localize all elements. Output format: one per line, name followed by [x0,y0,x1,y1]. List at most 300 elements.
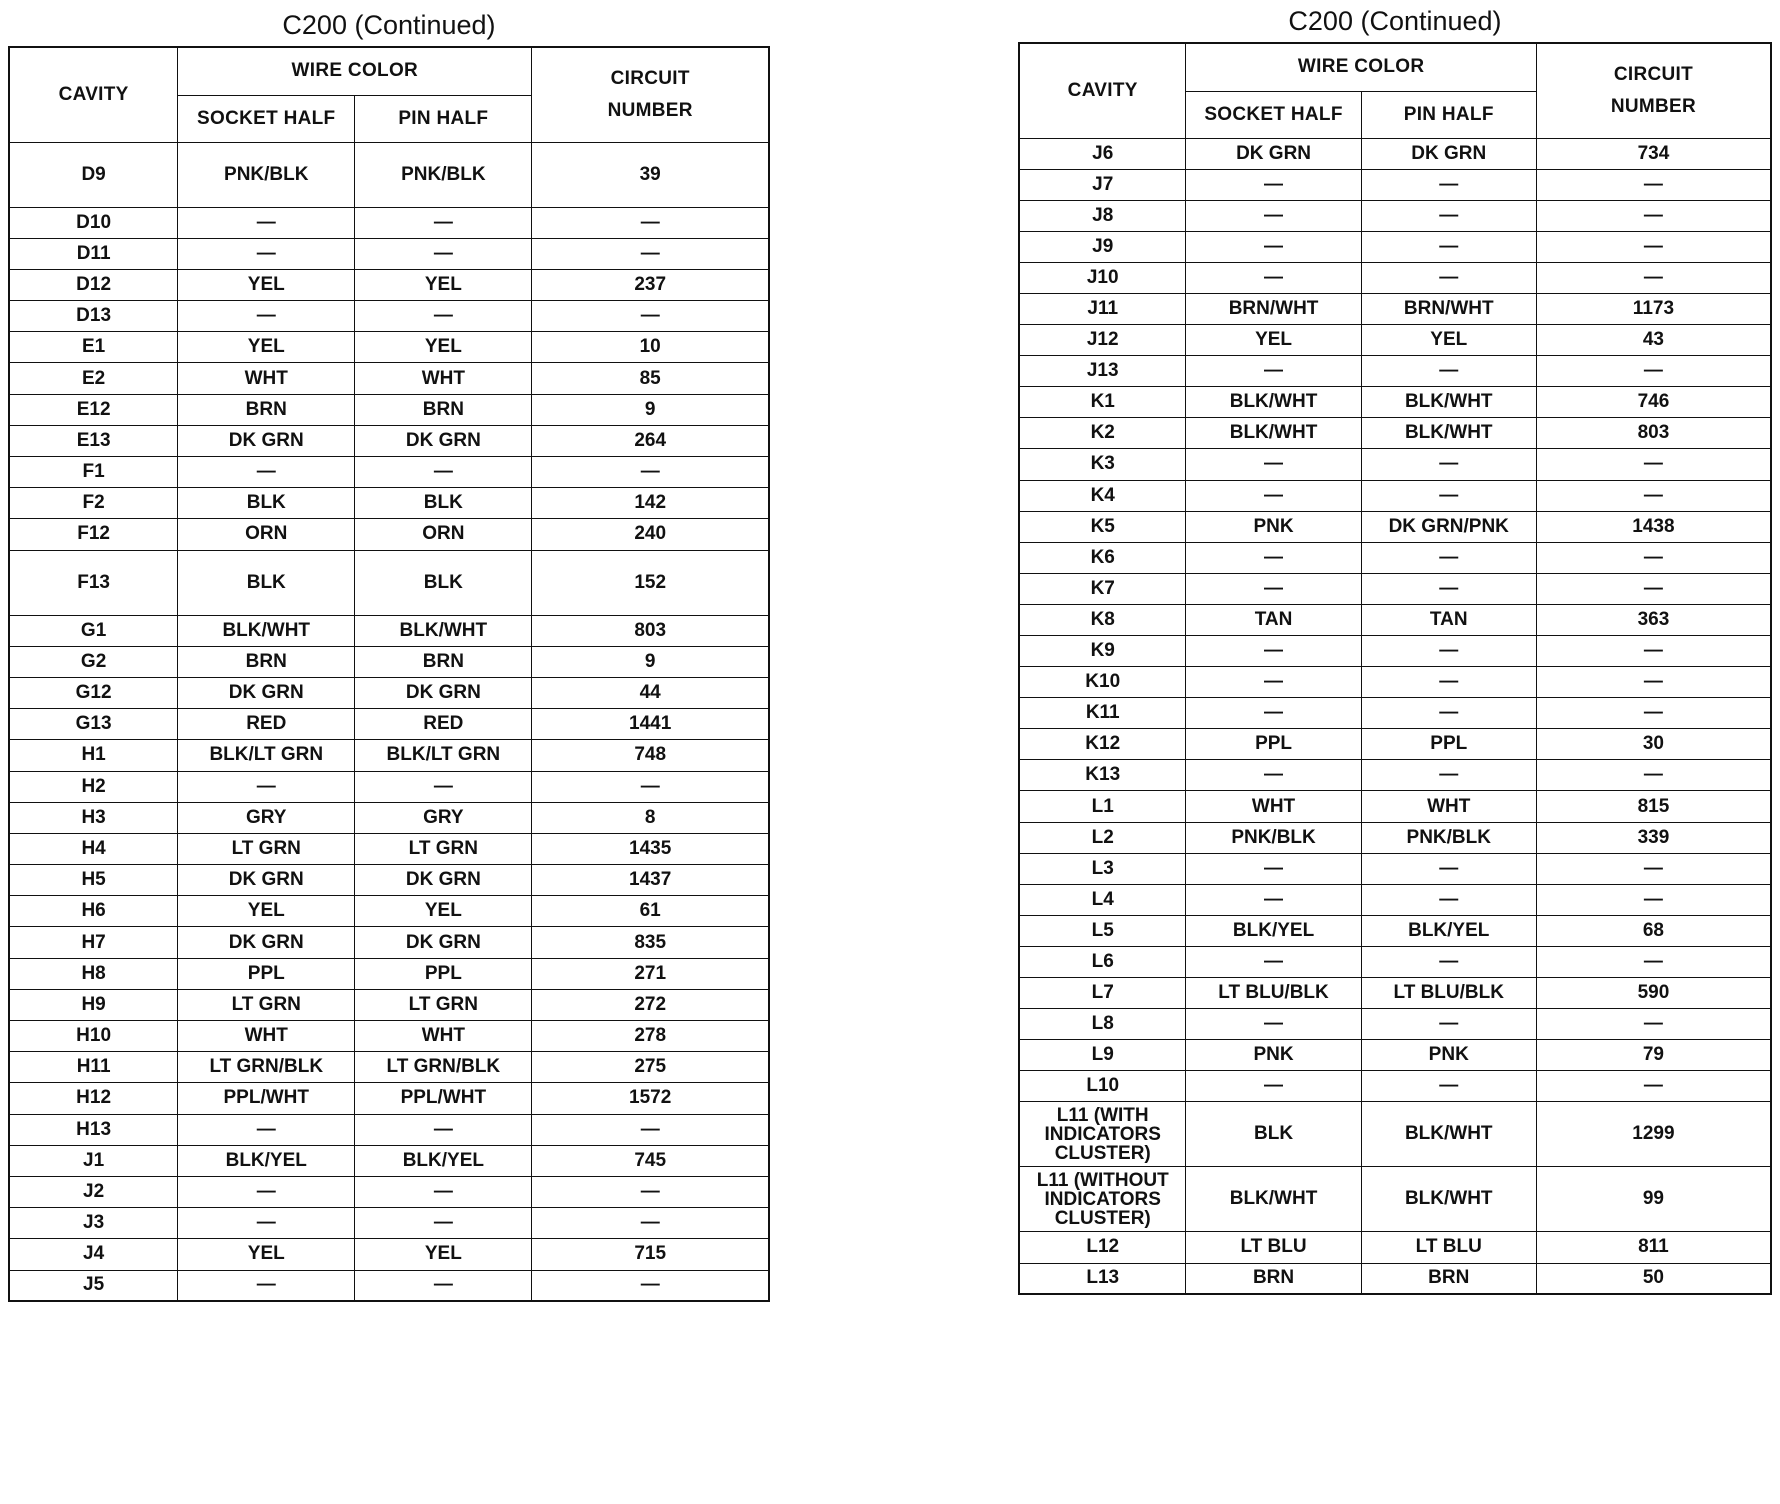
wire-color-header: WIRE COLOR [178,47,532,95]
circuit-number-cell: 272 [532,989,769,1020]
socket-half-cell: BLK [178,550,355,615]
socket-half-cell: — [178,1114,355,1145]
right-wiring-table [1018,42,1772,1295]
right-table-body [1019,138,1771,1294]
pin-half-cell: — [355,1270,532,1301]
table-row [9,709,769,740]
cavity-cell: L2 [1019,822,1186,853]
pin-half-cell: — [1361,1071,1536,1102]
socket-half-cell: — [178,238,355,269]
table-row [1019,667,1771,698]
table-row [9,519,769,550]
table-row [9,394,769,425]
cavity-cell: K5 [1019,511,1186,542]
table-row [9,740,769,771]
pin-half-cell: DK GRN [1361,138,1536,169]
cavity-cell: L8 [1019,1009,1186,1040]
pin-half-cell: DK GRN [355,865,532,896]
pin-half-cell: — [355,207,532,238]
right-connector-panel [1018,4,1772,1295]
socket-half-cell: LT GRN/BLK [178,1052,355,1083]
cavity-cell: H5 [9,865,178,896]
pin-half-cell: — [1361,169,1536,200]
cavity-cell: H1 [9,740,178,771]
cavity-cell: H8 [9,958,178,989]
socket-half-header: SOCKET HALF [1186,91,1361,138]
pin-half-cell: WHT [1361,791,1536,822]
table-row [1019,1263,1771,1294]
circuit-number-cell: — [1536,667,1771,698]
socket-half-cell: — [178,1270,355,1301]
circuit-number-cell: 240 [532,519,769,550]
cavity-cell: H12 [9,1083,178,1114]
socket-half-cell: — [178,771,355,802]
socket-half-cell: DK GRN [1186,138,1361,169]
pin-half-cell: RED [355,709,532,740]
socket-half-cell: — [1186,449,1361,480]
cavity-cell: K4 [1019,480,1186,511]
table-row [1019,946,1771,977]
pin-half-cell: — [355,301,532,332]
table-row [9,1145,769,1176]
circuit-number-header: CIRCUIT NUMBER [532,47,769,142]
circuit-number-cell: — [1536,1071,1771,1102]
table-row [1019,978,1771,1009]
circuit-number-cell: 79 [1536,1040,1771,1071]
table-row [1019,262,1771,293]
socket-half-cell: WHT [1186,791,1361,822]
table-row [1019,604,1771,635]
pin-half-cell: DK GRN/PNK [1361,511,1536,542]
table-row [9,550,769,615]
pin-half-cell: — [1361,573,1536,604]
pin-half-cell: — [355,1114,532,1145]
table-row [1019,449,1771,480]
circuit-number-cell: — [1536,884,1771,915]
cavity-cell: G2 [9,646,178,677]
table-row [9,802,769,833]
table-row [1019,822,1771,853]
pin-half-cell: DK GRN [355,425,532,456]
socket-half-cell: LT GRN [178,989,355,1020]
pin-half-cell: — [1361,667,1536,698]
circuit-number-cell: — [1536,853,1771,884]
pin-half-cell: BLK/WHT [1361,418,1536,449]
table-row [1019,884,1771,915]
cavity-cell: D13 [9,301,178,332]
table-row [9,1083,769,1114]
pin-half-cell: BLK [355,550,532,615]
table-row [1019,200,1771,231]
cavity-cell: H13 [9,1114,178,1145]
pin-half-cell: WHT [355,363,532,394]
socket-half-cell: BRN [178,646,355,677]
pin-half-cell: — [355,1176,532,1207]
cavity-cell: L3 [1019,853,1186,884]
table-row [1019,356,1771,387]
pin-half-cell: BRN [355,394,532,425]
circuit-number-cell: 237 [532,269,769,300]
cavity-cell: D10 [9,207,178,238]
cavity-cell: F2 [9,488,178,519]
cavity-cell: F13 [9,550,178,615]
circuit-number-cell: — [532,1114,769,1145]
circuit-number-cell: — [1536,1009,1771,1040]
circuit-number-cell: — [532,457,769,488]
socket-half-cell: LT GRN [178,833,355,864]
socket-half-cell: BLK/YEL [178,1145,355,1176]
pin-half-cell: PNK [1361,1040,1536,1071]
socket-half-cell: BRN [178,394,355,425]
cavity-cell: L11 (WITHOUT INDICATORS CLUSTER) [1019,1167,1186,1232]
circuit-number-cell: 61 [532,896,769,927]
socket-half-cell: — [1186,262,1361,293]
pin-half-cell: BLK [355,488,532,519]
cavity-cell: J3 [9,1208,178,1239]
socket-half-cell: BLK/WHT [1186,418,1361,449]
table-row [1019,542,1771,573]
pin-half-cell: — [355,238,532,269]
circuit-number-cell: — [1536,262,1771,293]
pin-half-cell: LT GRN [355,833,532,864]
cavity-cell: H7 [9,927,178,958]
cavity-cell: H4 [9,833,178,864]
circuit-number-cell: — [1536,480,1771,511]
cavity-cell: J7 [1019,169,1186,200]
circuit-number-cell: 10 [532,332,769,363]
circuit-number-cell: 1437 [532,865,769,896]
pin-half-cell: LT GRN [355,989,532,1020]
circuit-number-cell: 1441 [532,709,769,740]
circuit-number-cell: — [1536,356,1771,387]
cavity-cell: K13 [1019,760,1186,791]
table-row [1019,1071,1771,1102]
socket-half-cell: — [178,301,355,332]
socket-half-cell: BRN [1186,1263,1361,1294]
socket-half-cell: — [1186,853,1361,884]
pin-half-cell: PPL [1361,729,1536,760]
pin-half-cell: — [1361,356,1536,387]
cavity-cell: D12 [9,269,178,300]
circuit-number-cell: 1435 [532,833,769,864]
cavity-cell: K2 [1019,418,1186,449]
table-row [9,301,769,332]
socket-half-cell: BLK [1186,1102,1361,1167]
pin-half-cell: — [1361,480,1536,511]
circuit-number-cell: — [1536,542,1771,573]
socket-half-cell: — [1186,356,1361,387]
circuit-number-cell: 803 [532,615,769,646]
circuit-number-cell: 264 [532,425,769,456]
pin-half-cell: BRN [355,646,532,677]
socket-half-cell: BLK/YEL [1186,915,1361,946]
pin-half-cell: — [1361,542,1536,573]
cavity-cell: G12 [9,677,178,708]
pin-half-cell: PPL/WHT [355,1083,532,1114]
cavity-cell: J4 [9,1239,178,1270]
cavity-cell: H11 [9,1052,178,1083]
circuit-number-cell: — [532,1208,769,1239]
socket-half-cell: — [1186,1071,1361,1102]
cavity-cell: K8 [1019,604,1186,635]
pin-half-header: PIN HALF [355,95,532,142]
cavity-header: CAVITY [9,47,178,142]
circuit-number-cell: 803 [1536,418,1771,449]
pin-half-cell: — [1361,636,1536,667]
socket-half-cell: PPL [178,958,355,989]
socket-half-cell: DK GRN [178,677,355,708]
cavity-cell: K9 [1019,636,1186,667]
table-row [1019,511,1771,542]
cavity-cell: L1 [1019,791,1186,822]
circuit-number-cell: 815 [1536,791,1771,822]
table-row [9,207,769,238]
cavity-cell: K1 [1019,387,1186,418]
circuit-number-cell: 339 [1536,822,1771,853]
table-row [1019,729,1771,760]
table-row [1019,1009,1771,1040]
table-row [9,269,769,300]
socket-half-cell: — [1186,231,1361,262]
pin-half-header: PIN HALF [1361,91,1536,138]
pin-half-cell: — [1361,698,1536,729]
table-row [1019,138,1771,169]
socket-half-cell: — [178,207,355,238]
pin-half-cell: DK GRN [355,677,532,708]
circuit-number-cell: — [1536,698,1771,729]
circuit-number-cell: 746 [1536,387,1771,418]
cavity-cell: J11 [1019,293,1186,324]
table-row [9,1021,769,1052]
table-row [1019,1102,1771,1167]
pin-half-cell: BLK/WHT [355,615,532,646]
socket-half-cell: DK GRN [178,865,355,896]
cavity-cell: G13 [9,709,178,740]
socket-half-cell: — [1186,542,1361,573]
cavity-cell: J9 [1019,231,1186,262]
cavity-cell: J6 [1019,138,1186,169]
table-row [9,425,769,456]
table-row [9,927,769,958]
circuit-number-cell: — [1536,760,1771,791]
cavity-header: CAVITY [1019,43,1186,138]
table-row [9,677,769,708]
left-table-title: C200 (Continued) [282,10,496,40]
socket-half-cell: PPL/WHT [178,1083,355,1114]
circuit-number-cell: 745 [532,1145,769,1176]
cavity-cell: E2 [9,363,178,394]
table-row [1019,480,1771,511]
socket-half-cell: YEL [178,332,355,363]
pin-half-cell: — [1361,884,1536,915]
circuit-number-cell: 734 [1536,138,1771,169]
table-row [9,1114,769,1145]
circuit-number-cell: 8 [532,802,769,833]
cavity-cell: G1 [9,615,178,646]
table-row [1019,169,1771,200]
socket-half-cell: WHT [178,1021,355,1052]
table-row [1019,293,1771,324]
pin-half-cell: YEL [355,896,532,927]
table-row [1019,698,1771,729]
pin-half-cell: LT GRN/BLK [355,1052,532,1083]
circuit-number-cell: 1173 [1536,293,1771,324]
socket-half-cell: DK GRN [178,927,355,958]
socket-half-cell: GRY [178,802,355,833]
circuit-number-cell: 85 [532,363,769,394]
cavity-cell: L5 [1019,915,1186,946]
socket-half-cell: BLK/WHT [1186,387,1361,418]
socket-half-cell: YEL [178,896,355,927]
socket-half-cell: BLK/LT GRN [178,740,355,771]
table-row [9,646,769,677]
cavity-cell: H2 [9,771,178,802]
table-row [1019,418,1771,449]
pin-half-cell: BLK/YEL [355,1145,532,1176]
pin-half-cell: — [1361,262,1536,293]
circuit-number-cell: 9 [532,646,769,677]
pin-half-cell: LT BLU [1361,1232,1536,1263]
circuit-number-cell: 39 [532,142,769,207]
table-row [1019,636,1771,667]
table-row [1019,1232,1771,1263]
table-row [1019,573,1771,604]
socket-half-cell: YEL [178,1239,355,1270]
pin-half-cell: PNK/BLK [355,142,532,207]
socket-half-cell: — [1186,884,1361,915]
pin-half-cell: — [355,1208,532,1239]
circuit-number-cell: — [532,1176,769,1207]
cavity-cell: J12 [1019,325,1186,356]
pin-half-cell: GRY [355,802,532,833]
cavity-cell: F1 [9,457,178,488]
socket-half-cell: PNK [1186,511,1361,542]
cavity-cell: K3 [1019,449,1186,480]
cavity-cell: E12 [9,394,178,425]
pin-half-cell: PNK/BLK [1361,822,1536,853]
circuit-number-cell: 30 [1536,729,1771,760]
socket-half-cell: — [1186,169,1361,200]
table-row [9,457,769,488]
circuit-number-cell: 278 [532,1021,769,1052]
circuit-number-cell: — [532,771,769,802]
socket-half-cell: — [1186,573,1361,604]
socket-half-cell: PNK [1186,1040,1361,1071]
cavity-cell: H9 [9,989,178,1020]
circuit-number-cell: — [1536,573,1771,604]
cavity-cell: K7 [1019,573,1186,604]
table-row [9,1239,769,1270]
pin-half-cell: — [1361,1009,1536,1040]
circuit-number-cell: 1299 [1536,1102,1771,1167]
table-row [9,833,769,864]
table-row [1019,325,1771,356]
socket-half-cell: PNK/BLK [178,142,355,207]
table-row [9,771,769,802]
table-row [9,989,769,1020]
pin-half-cell: YEL [355,1239,532,1270]
cavity-cell: L12 [1019,1232,1186,1263]
socket-half-cell: — [1186,760,1361,791]
left-wiring-table [8,46,770,1302]
pin-half-cell: WHT [355,1021,532,1052]
pin-half-cell: PPL [355,958,532,989]
pin-half-cell: — [1361,200,1536,231]
socket-half-cell: — [178,457,355,488]
pin-half-cell: ORN [355,519,532,550]
pin-half-cell: YEL [1361,325,1536,356]
pin-half-cell: BLK/WHT [1361,1167,1536,1232]
table-row [9,1270,769,1301]
cavity-cell: L13 [1019,1263,1186,1294]
socket-half-cell: — [178,1208,355,1239]
circuit-number-cell: 68 [1536,915,1771,946]
table-row [9,238,769,269]
table-row [9,865,769,896]
circuit-number-cell: 590 [1536,978,1771,1009]
circuit-number-cell: — [532,238,769,269]
table-row [9,615,769,646]
cavity-cell: J10 [1019,262,1186,293]
circuit-number-cell: — [1536,169,1771,200]
right-table-title: C200 (Continued) [1288,6,1502,36]
socket-half-cell: — [1186,200,1361,231]
table-row [1019,915,1771,946]
table-row [9,1208,769,1239]
circuit-number-cell: 811 [1536,1232,1771,1263]
cavity-cell: H6 [9,896,178,927]
cavity-cell: E1 [9,332,178,363]
circuit-number-cell: — [1536,946,1771,977]
circuit-number-cell: 271 [532,958,769,989]
pin-half-cell: BRN/WHT [1361,293,1536,324]
socket-half-header: SOCKET HALF [178,95,355,142]
cavity-cell: K12 [1019,729,1186,760]
circuit-number-cell: — [1536,449,1771,480]
pin-half-cell: BLK/LT GRN [355,740,532,771]
cavity-cell: L10 [1019,1071,1186,1102]
wire-color-header: WIRE COLOR [1186,43,1536,91]
cavity-cell: K10 [1019,667,1186,698]
pin-half-cell: YEL [355,332,532,363]
socket-half-cell: PNK/BLK [1186,822,1361,853]
table-row [1019,760,1771,791]
cavity-cell: L9 [1019,1040,1186,1071]
socket-half-cell: ORN [178,519,355,550]
socket-half-cell: LT BLU/BLK [1186,978,1361,1009]
table-row [9,488,769,519]
socket-half-cell: BLK [178,488,355,519]
socket-half-cell: — [1186,667,1361,698]
cavity-cell: J5 [9,1270,178,1301]
socket-half-cell: YEL [1186,325,1361,356]
table-row [1019,387,1771,418]
cavity-cell: K6 [1019,542,1186,573]
socket-half-cell: TAN [1186,604,1361,635]
table-row [9,1176,769,1207]
table-row [9,896,769,927]
cavity-cell: D9 [9,142,178,207]
circuit-number-cell: 142 [532,488,769,519]
left-table-body [9,142,769,1301]
table-row [1019,231,1771,262]
pin-half-cell: BLK/WHT [1361,387,1536,418]
circuit-number-cell: 835 [532,927,769,958]
pin-half-cell: — [355,457,532,488]
circuit-number-cell: 152 [532,550,769,615]
cavity-cell: F12 [9,519,178,550]
cavity-cell: L6 [1019,946,1186,977]
